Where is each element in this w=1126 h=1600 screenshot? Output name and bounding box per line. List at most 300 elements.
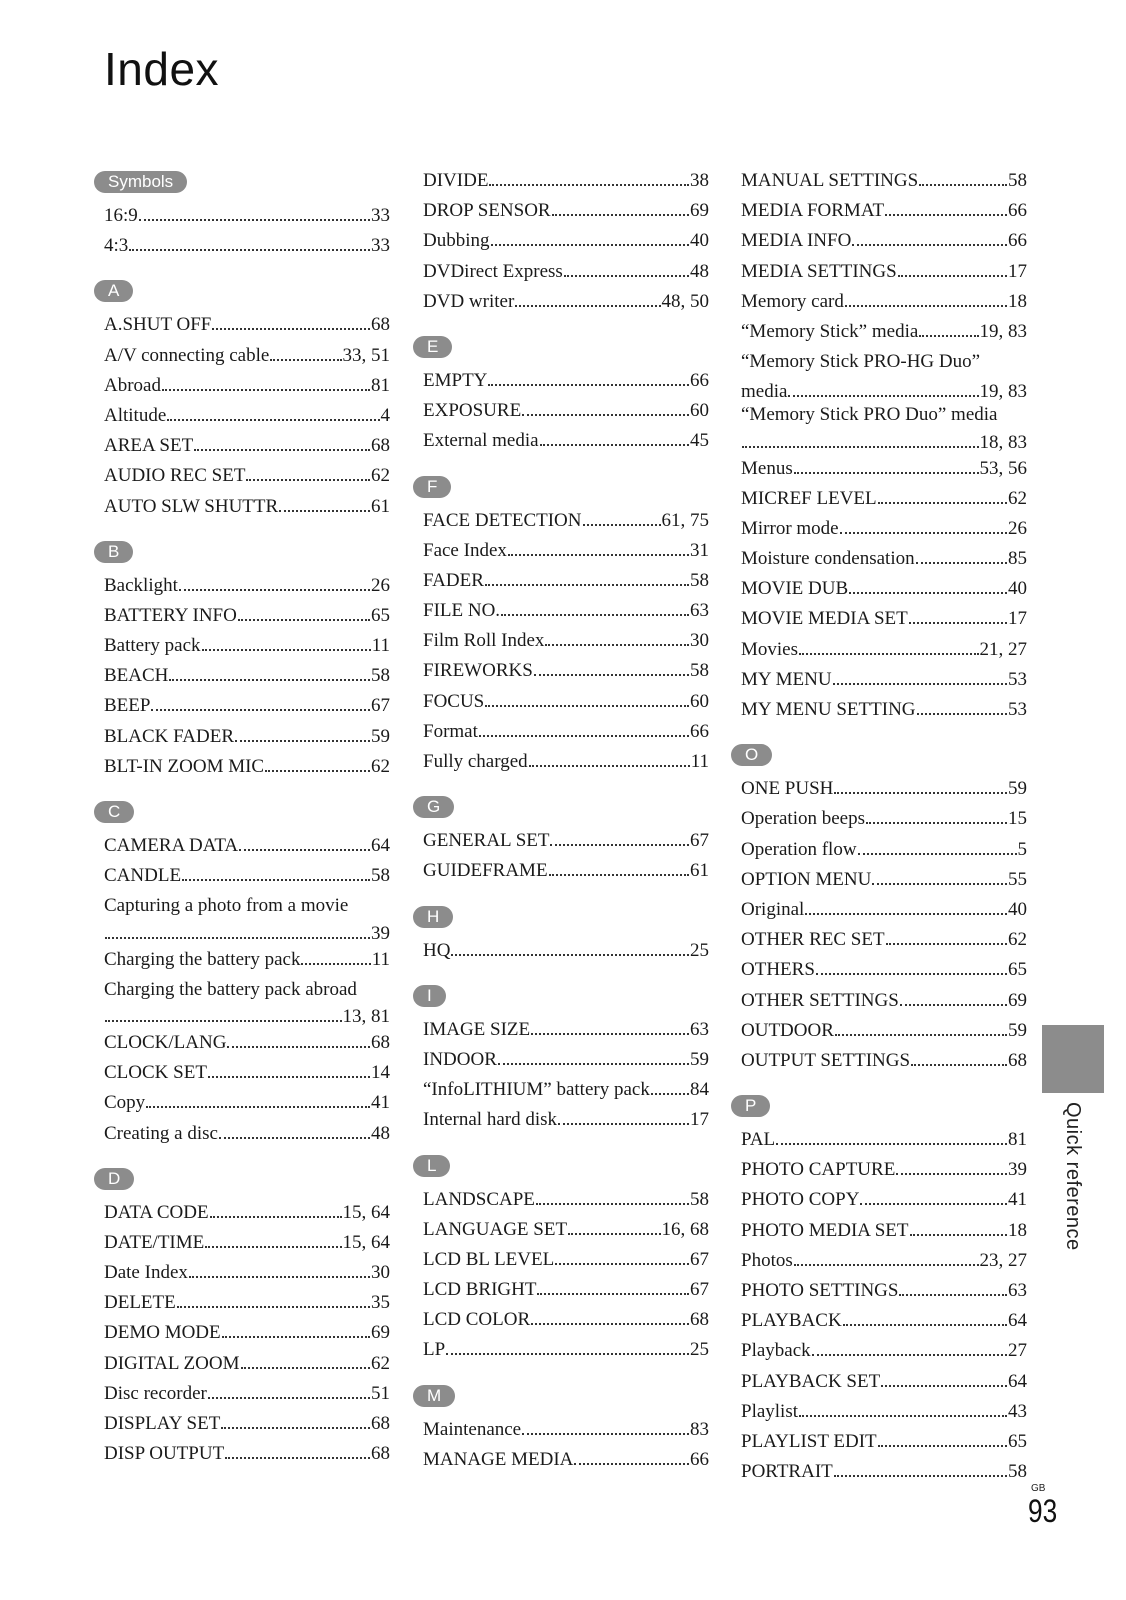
entry-term: DELETE (104, 1292, 176, 1314)
leader-dots (208, 1068, 370, 1078)
entry-term: GUIDEFRAME (423, 860, 548, 882)
index-entry (94, 661, 390, 691)
section-letter-badge: L (413, 1155, 450, 1177)
entry-page-refs: 68 (371, 1413, 390, 1434)
entry-page-refs: 59 (1008, 778, 1027, 800)
leader-dots (835, 1026, 1007, 1036)
index-entry (94, 631, 390, 661)
entry-page-refs: 11 (690, 751, 709, 772)
entry-page-refs: 30 (690, 630, 709, 652)
index-column-2 (413, 166, 709, 1489)
entry-page-refs: 53 (1008, 699, 1027, 720)
entry-term: IMAGE SIZE (423, 1018, 531, 1040)
index-entry (731, 1216, 1027, 1246)
entry-page-refs: 40 (690, 230, 709, 252)
index-entry (731, 1457, 1027, 1487)
entry-term: Charging the battery pack (104, 948, 301, 970)
entry-term: PORTRAIT (741, 1461, 833, 1483)
leader-dots (246, 471, 370, 481)
entry-term: Memory card (741, 290, 844, 312)
entry-term: OTHER SETTINGS (741, 989, 899, 1011)
index-entry (94, 1088, 390, 1118)
index-entry (731, 544, 1027, 574)
leader-dots (799, 645, 979, 655)
index-entry (94, 310, 390, 340)
entry-page-refs: 59 (690, 1048, 709, 1070)
entry-term: Battery pack (104, 635, 201, 657)
index-entry (94, 861, 390, 891)
entry-term: OPTION MENU (741, 868, 872, 890)
index-entry (413, 426, 709, 456)
index-entry (731, 226, 1027, 256)
entry-term: FILE NO. (423, 600, 501, 622)
index-entry (94, 752, 390, 782)
index-entry-list (413, 1185, 709, 1366)
entry-term: DEMO MODE (104, 1322, 221, 1344)
index-entry (413, 1335, 709, 1365)
entry-page-refs: 58 (371, 865, 390, 887)
entry-term: Creating a disc (104, 1122, 218, 1144)
entry-page-refs: 58 (371, 665, 390, 687)
index-entry (413, 936, 709, 966)
leader-dots (225, 1449, 370, 1459)
index-entry (731, 895, 1027, 925)
section-letter-badge: A (94, 280, 133, 302)
entry-term: FADER (423, 569, 484, 591)
index-entry (731, 804, 1027, 834)
leader-dots (162, 381, 370, 391)
index-entry (413, 396, 709, 426)
entry-page-refs: 19, 83 (979, 320, 1027, 342)
section-letter-badge: B (94, 541, 133, 563)
entry-page-refs: 66 (1008, 230, 1027, 252)
entry-page-refs: 39 (371, 922, 390, 944)
entry-term: Menus (741, 457, 793, 479)
leader-dots (501, 606, 689, 616)
index-entry (731, 196, 1027, 226)
index-entry-list (413, 506, 709, 778)
index-entry-list (731, 774, 1027, 1076)
index-entry (413, 596, 709, 626)
leader-dots (555, 1255, 689, 1265)
section-header (94, 796, 390, 826)
index-entry (413, 1305, 709, 1335)
leader-dots (208, 1389, 370, 1399)
leader-dots (485, 576, 689, 586)
index-entry (731, 1306, 1027, 1336)
entry-term: Mirror mode (741, 517, 839, 539)
leader-dots (849, 584, 1007, 594)
entry-page-refs: 58 (690, 569, 709, 591)
entry-term: “Memory Stick PRO Duo” media (741, 404, 998, 426)
entry-term: Backlight (104, 574, 178, 596)
entry-page-refs: 38 (690, 170, 709, 191)
entry-page-refs: 84 (690, 1079, 709, 1101)
leader-dots (545, 636, 689, 646)
leader-dots (146, 1098, 370, 1108)
section-letter-badge: Symbols (94, 171, 187, 193)
leader-dots (898, 267, 1007, 277)
entry-page-refs: 69 (690, 200, 709, 222)
entry-term: MY MENU SETTING (741, 699, 916, 720)
leader-dots (479, 727, 689, 737)
entry-term: Dubbing (423, 230, 490, 252)
entry-term: MOVIE MEDIA SET (741, 608, 908, 630)
leader-dots (534, 666, 689, 676)
entry-page-refs: 15, 64 (342, 1201, 390, 1223)
index-entry (94, 1119, 390, 1149)
entry-page-refs: 33 (371, 235, 390, 257)
entry-term: PLAYBACK SET (741, 1370, 881, 1392)
section-letter-badge: P (731, 1095, 770, 1117)
entry-term: PLAYLIST EDIT (741, 1430, 877, 1452)
index-entry (413, 856, 709, 886)
index-entry (731, 1276, 1027, 1306)
entry-page-refs: 11 (371, 635, 390, 657)
leader-dots (900, 996, 1007, 1006)
index-entry (731, 955, 1027, 985)
leader-dots (301, 955, 370, 965)
leader-dots (550, 836, 689, 846)
entry-term: Operation beeps (741, 808, 865, 830)
leader-dots (451, 946, 689, 956)
entry-term: OUTPUT SETTINGS (741, 1049, 911, 1071)
entry-term: ONE PUSH (741, 778, 834, 800)
entry-page-refs: 61, 75 (661, 509, 709, 531)
entry-term: Abroad (104, 374, 161, 396)
index-entry (731, 865, 1027, 895)
entry-term: OUTDOOR (741, 1019, 834, 1041)
leader-dots (552, 206, 689, 216)
leader-dots (540, 436, 689, 446)
entry-page-refs: 66 (1008, 200, 1027, 222)
index-entry (94, 1028, 390, 1058)
leader-dots (872, 875, 1007, 885)
index-entry (731, 257, 1027, 287)
index-entry (731, 835, 1027, 865)
entry-term: LANDSCAPE (423, 1188, 535, 1210)
index-entry (731, 604, 1027, 634)
entry-page-refs: 68 (371, 314, 390, 336)
leader-dots (574, 1455, 689, 1465)
index-entry (94, 231, 390, 261)
index-entry (413, 1215, 709, 1245)
entry-page-refs: 67 (690, 1248, 709, 1270)
entry-continuation (741, 377, 1027, 403)
leader-dots (834, 1467, 1007, 1477)
entry-page-refs: 62 (371, 755, 390, 777)
index-entry (94, 722, 390, 752)
entry-page-refs: 68 (371, 435, 390, 457)
leader-dots (238, 611, 370, 621)
leader-dots (794, 464, 979, 474)
entry-page-refs: 55 (1008, 868, 1027, 890)
leader-dots (221, 1419, 370, 1429)
page-number: 93 (1028, 1493, 1058, 1529)
leader-dots (916, 554, 1007, 564)
entry-term: 4:3 (104, 235, 129, 257)
entry-page-refs: 53 (1008, 668, 1027, 690)
entry-page-refs: 68 (690, 1309, 709, 1331)
entry-term: “Memory Stick” media (741, 320, 919, 342)
index-entry (413, 257, 709, 287)
entry-term: FIREWORKS (423, 660, 533, 682)
entry-term: Moisture condensation (741, 548, 915, 570)
entry-page-refs: 58 (690, 1188, 709, 1210)
index-entry (94, 371, 390, 401)
entry-term: PHOTO CAPTURE (741, 1159, 896, 1181)
leader-dots (222, 1328, 370, 1338)
index-entry-list (413, 936, 709, 966)
leader-dots (177, 1298, 370, 1308)
entry-page-refs: 40 (1008, 578, 1027, 600)
entry-page-refs: 23, 27 (979, 1249, 1027, 1271)
leader-dots (241, 1359, 371, 1369)
entry-term: “Memory Stick PRO-HG Duo” (741, 351, 981, 373)
leader-dots (583, 516, 661, 526)
leader-dots (858, 845, 1017, 855)
entry-term: Playback (741, 1340, 811, 1362)
entry-page-refs: 18, 83 (979, 431, 1027, 453)
entry-page-refs: 43 (1008, 1400, 1027, 1422)
entry-page-refs: 41 (371, 1092, 390, 1114)
entry-term: LCD BRIGHT (423, 1279, 537, 1301)
leader-dots (129, 241, 370, 251)
entry-term: DISP OUTPUT (104, 1443, 225, 1465)
entry-page-refs: 67 (371, 695, 390, 717)
entry-term: LCD COLOR (423, 1309, 531, 1331)
entry-term: OTHER REC SET (741, 929, 885, 951)
leader-dots (529, 757, 690, 767)
entry-page-refs: 53, 56 (979, 457, 1027, 479)
entry-term: CANDLE (104, 865, 182, 887)
entry-term: DIVIDE (423, 170, 489, 191)
entry-term: BLT-IN ZOOM MIC (104, 755, 265, 777)
entry-term: CAMERA DATA (104, 835, 239, 856)
entry-page-refs: 60 (690, 400, 709, 422)
leader-dots (182, 871, 370, 881)
leader-dots (265, 762, 370, 772)
entry-page-refs: 11 (371, 948, 390, 970)
index-entry (413, 287, 709, 317)
entry-page-refs: 62 (1008, 929, 1027, 951)
index-entry-list (731, 1125, 1027, 1487)
entry-page-refs: 15 (1008, 808, 1027, 830)
entry-page-refs: 65 (1008, 1430, 1027, 1452)
entry-page-refs: 68 (371, 1443, 390, 1465)
entry-page-refs: 21, 27 (979, 638, 1027, 660)
entry-term: HQ (423, 939, 451, 961)
entry-term: A.SHUT OFF (104, 314, 212, 336)
index-entry (413, 1415, 709, 1445)
entry-term: MANUAL SETTINGS (741, 170, 919, 191)
index-entry (731, 287, 1027, 317)
leader-dots (485, 697, 689, 707)
entry-page-refs: 48 (690, 260, 709, 282)
leader-dots (235, 732, 370, 742)
index-entry (731, 454, 1027, 484)
index-entry (731, 1427, 1027, 1457)
section-header (94, 166, 390, 196)
index-entry (94, 1198, 390, 1228)
index-column-3 (731, 166, 1027, 1501)
entry-term: Capturing a photo from a movie (104, 895, 349, 917)
section-tab-marker (1042, 1025, 1104, 1093)
leader-dots (564, 267, 689, 277)
entry-term: Face Index (423, 539, 507, 561)
leader-dots (910, 1226, 1008, 1236)
entry-page-refs: 62 (371, 1352, 390, 1374)
entry-page-refs: 5 (1017, 838, 1027, 860)
entry-term: BEACH (104, 665, 169, 687)
entry-term: Fully charged (423, 751, 528, 772)
index-entry (94, 1318, 390, 1348)
leader-dots (843, 1316, 1007, 1326)
entry-term: BEEP (104, 695, 151, 717)
entry-page-refs: 35 (371, 1292, 390, 1314)
index-entry (731, 317, 1027, 347)
entry-page-refs: 25 (690, 1339, 709, 1361)
section-letter-badge: I (413, 985, 446, 1007)
leader-dots (896, 1165, 1007, 1175)
entry-term: MANAGE MEDIA (423, 1448, 574, 1470)
index-entry (731, 484, 1027, 514)
leader-dots (852, 236, 1007, 246)
entry-page-refs: 17 (690, 1109, 709, 1131)
entry-term: Movies (741, 638, 798, 660)
entry-page-refs: 33, 51 (342, 344, 390, 366)
leader-dots (279, 502, 370, 512)
leader-dots (531, 1315, 689, 1325)
leader-dots (788, 387, 978, 397)
section-header (94, 1163, 390, 1193)
entry-continuation (104, 1005, 390, 1028)
entry-term: CLOCK SET (104, 1062, 207, 1084)
leader-dots (205, 1238, 341, 1248)
leader-dots (536, 1195, 689, 1205)
index-entry-list (413, 366, 709, 457)
entry-page-refs: 45 (690, 430, 709, 452)
entry-page-refs: 19, 83 (979, 381, 1027, 403)
index-entry (731, 166, 1027, 196)
leader-dots (210, 1208, 342, 1218)
index-entry (731, 574, 1027, 604)
leader-dots (189, 1268, 370, 1278)
entry-term: AREA SET (104, 435, 194, 457)
entry-page-refs: 69 (1008, 989, 1027, 1011)
entry-page-refs: 61 (371, 495, 390, 517)
entry-term: GENERAL SET (423, 830, 550, 852)
index-entry (731, 347, 1027, 403)
index-entry (413, 1015, 709, 1045)
entry-term: DATA CODE (104, 1201, 209, 1223)
entry-page-refs: 63 (1008, 1280, 1027, 1301)
entry-term: Internal hard disk (423, 1109, 558, 1131)
index-entry (731, 695, 1027, 725)
index-entry (94, 691, 390, 721)
entry-term: Altitude (104, 404, 167, 426)
entry-term: Disc recorder (104, 1382, 207, 1404)
entry-page-refs: 26 (1008, 517, 1027, 539)
entry-page-refs: 61 (690, 860, 709, 882)
section-header (413, 1150, 709, 1180)
leader-dots (537, 1285, 689, 1295)
index-entry-list (731, 166, 1027, 725)
entry-term: “InfoLITHIUM” battery pack (423, 1079, 650, 1101)
entry-term: PLAYBACK (741, 1310, 842, 1332)
entry-term: BLACK FADER (104, 725, 235, 747)
index-entry (94, 601, 390, 631)
leader-dots (816, 965, 1007, 975)
index-entry (413, 1075, 709, 1105)
entry-page-refs: 60 (690, 690, 709, 712)
index-entry (731, 1336, 1027, 1366)
leader-dots (651, 1085, 689, 1095)
entry-page-refs: 25 (690, 939, 709, 961)
index-entry (731, 1046, 1027, 1076)
entry-term: Charging the battery pack abroad (104, 978, 357, 1000)
index-entry-list (94, 1198, 390, 1470)
entry-page-refs: 67 (690, 1279, 709, 1301)
entry-page-refs: 66 (690, 720, 709, 742)
entry-page-refs: 39 (1008, 1159, 1027, 1181)
leader-dots (840, 524, 1007, 534)
entry-term: DIGITAL ZOOM (104, 1352, 240, 1374)
entry-term: 16:9 (104, 205, 138, 226)
entry-term: DVD writer (423, 290, 515, 312)
entry-page-refs: 41 (1008, 1189, 1027, 1211)
entry-page-refs: 27 (1008, 1340, 1027, 1362)
entry-term: MEDIA INFO (741, 230, 852, 252)
leader-dots (885, 206, 1007, 216)
leader-dots (508, 546, 689, 556)
index-entry (94, 1439, 390, 1469)
entry-term: Original (741, 898, 805, 920)
index-entry (94, 431, 390, 461)
entry-page-refs: 17 (1008, 260, 1027, 282)
entry-term: DROP SENSOR (423, 200, 551, 222)
entry-page-refs: 15, 64 (342, 1231, 390, 1253)
index-entry (94, 571, 390, 601)
index-entry (94, 461, 390, 491)
leader-dots (531, 1025, 689, 1035)
leader-dots (845, 297, 1007, 307)
section-letter-badge: O (731, 744, 772, 766)
index-entry (413, 506, 709, 536)
index-entry (94, 1409, 390, 1439)
entry-page-refs: 14 (371, 1062, 390, 1084)
index-entry (731, 514, 1027, 544)
index-entry (94, 492, 390, 522)
leader-dots (917, 705, 1007, 715)
index-entry-list (94, 201, 390, 261)
index-entry-list (413, 1015, 709, 1136)
index-entry (731, 1397, 1027, 1427)
entry-page-refs: 69 (371, 1322, 390, 1344)
entry-page-refs: 58 (690, 660, 709, 682)
index-entry (413, 626, 709, 656)
leader-dots (151, 701, 370, 711)
entry-term: A/V connecting cable (104, 344, 270, 366)
leader-dots (878, 494, 1007, 504)
entry-term: LCD BL LEVEL (423, 1248, 555, 1270)
entry-term: Photos (741, 1249, 793, 1271)
index-entry (94, 1228, 390, 1258)
leader-dots (911, 1056, 1007, 1066)
entry-page-refs: 26 (371, 574, 390, 596)
entry-page-refs: 63 (690, 1018, 709, 1040)
index-entry (413, 1045, 709, 1075)
